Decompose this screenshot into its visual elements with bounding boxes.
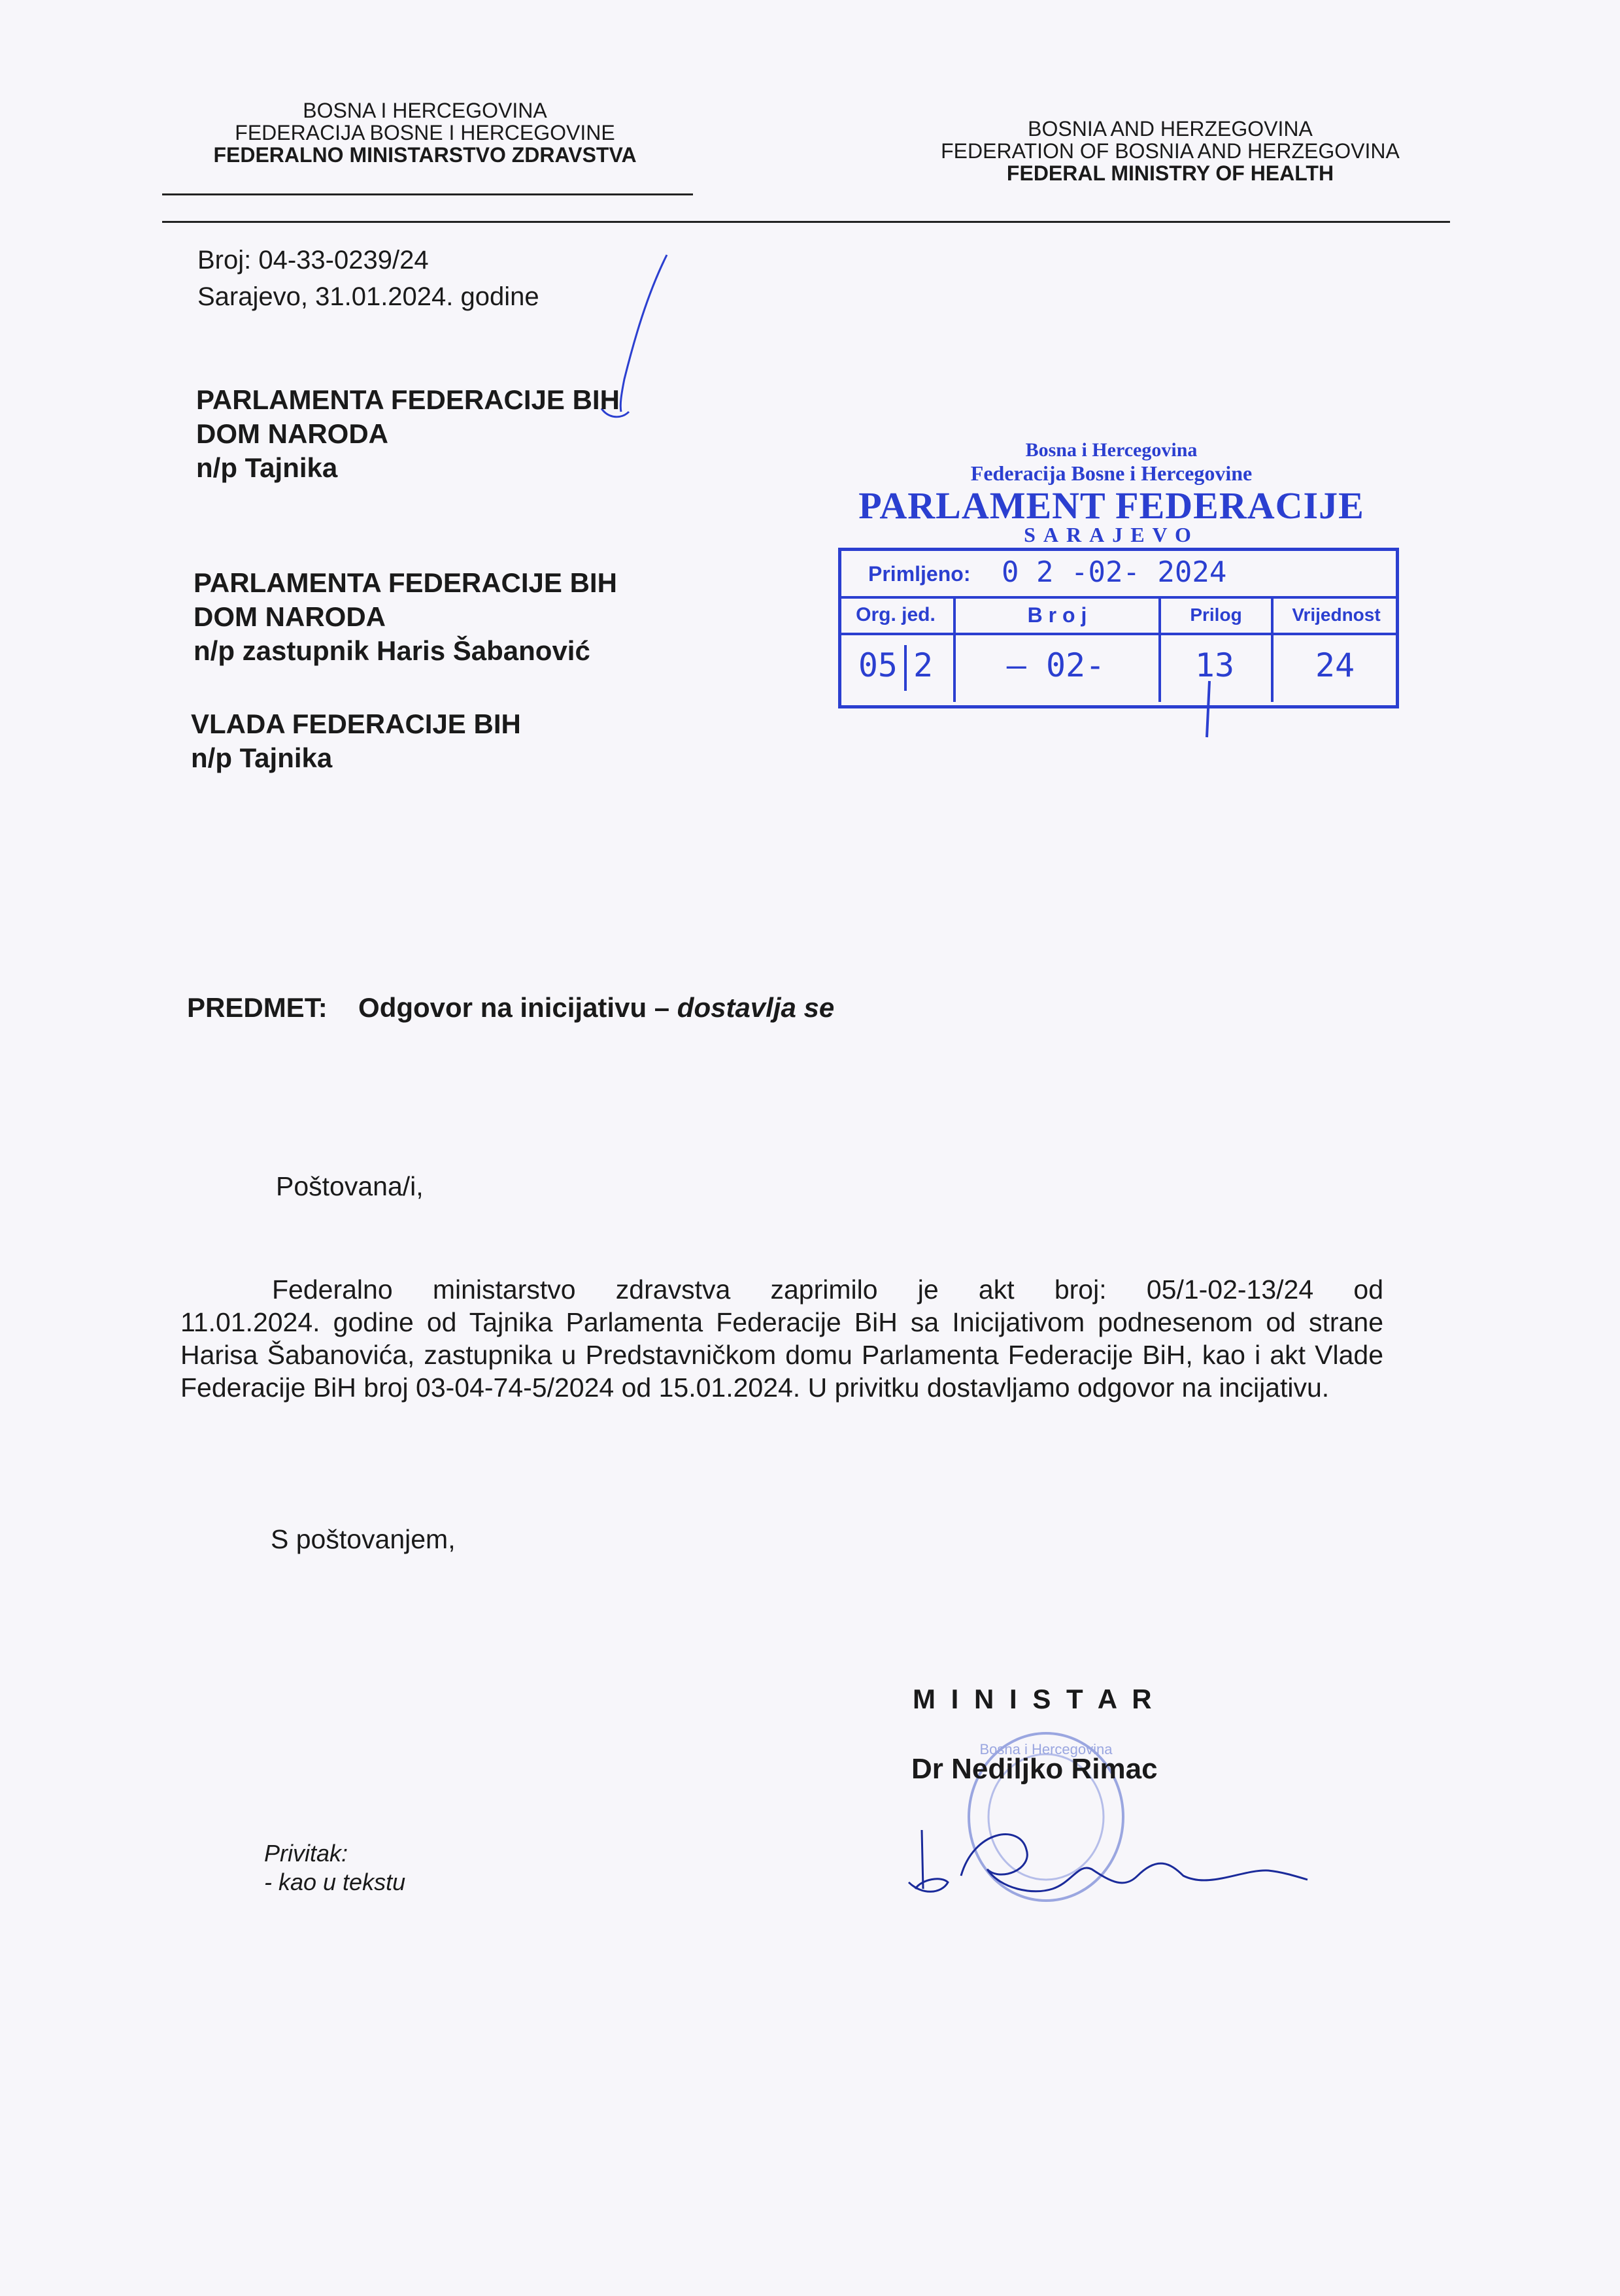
document-date: Sarajevo, 31.01.2024. godine <box>197 282 539 311</box>
recipient-3-line1: VLADA FEDERACIJE BIH <box>191 708 521 739</box>
signature-title: M I N I S T A R <box>913 1684 1156 1714</box>
attachment-label: Privitak: <box>264 1840 348 1867</box>
recipient-2 <box>194 566 617 668</box>
stamp-line4: SARAJEVO <box>1024 523 1199 546</box>
header-rule <box>162 221 1450 223</box>
stamp-col-org-label: Org. jed. <box>856 604 936 625</box>
stamp-received-label: Primljeno: <box>868 562 971 586</box>
recipient-1-line1: PARLAMENTA FEDERACIJE BIH <box>196 384 620 415</box>
stamp-line2: Federacija Bosne i Hercegovine <box>970 461 1253 485</box>
recipient-2-line2: DOM NARODA <box>194 601 386 632</box>
stamp-line3: PARLAMENT FEDERACIJE <box>858 484 1364 527</box>
header-right <box>896 118 1445 184</box>
stamp-col-broj <box>953 599 1161 635</box>
attachment <box>264 1839 405 1897</box>
stamp-val-org-b: 2 <box>913 646 934 684</box>
subject-line <box>187 992 834 1023</box>
stamp-received-date: 0 2 -02- 2024 <box>1002 556 1227 589</box>
document-meta <box>197 242 539 315</box>
recipient-3-line2: n/p Tajnika <box>191 742 333 773</box>
recipient-2-line3: n/p zastupnik Haris Šabanović <box>194 635 590 666</box>
subject-text: Odgovor na inicijativu – <box>358 992 670 1023</box>
svg-text:Bosna i Hercegovina: Bosna i Hercegovina <box>979 1741 1113 1757</box>
body-paragraph <box>180 1273 1383 1404</box>
received-stamp <box>830 439 1406 714</box>
header-right-line1: BOSNIA AND HERZEGOVINA <box>1028 117 1313 141</box>
header-left-line1: BOSNA I HERCEGOVINA <box>303 99 547 122</box>
signatory-name: Dr Nediljko Rimac <box>911 1753 1158 1785</box>
stamp-val-org <box>838 633 956 702</box>
recipient-3 <box>191 707 521 775</box>
recipient-2-line1: PARLAMENTA FEDERACIJE BIH <box>194 567 617 598</box>
stamp-pen-stroke-icon <box>1203 680 1216 739</box>
header-right-line2: FEDERATION OF BOSNIA AND HERZEGOVINA <box>941 139 1400 163</box>
stamp-col-org <box>838 599 956 635</box>
recipient-1 <box>196 383 620 485</box>
stamp-line1: Bosna i Hercegovina <box>1025 439 1198 461</box>
salutation: Poštovana/i, <box>276 1171 424 1201</box>
stamp-col-vrijednost-label: Vrijednost <box>1292 605 1381 625</box>
stamp-val-vrijednost <box>1271 633 1399 702</box>
recipient-1-line2: DOM NARODA <box>196 418 388 449</box>
header-right-line3: FEDERAL MINISTRY OF HEALTH <box>1006 161 1334 185</box>
document-number: Broj: 04-33-0239/24 <box>197 246 429 275</box>
stamp-val-prilog <box>1158 633 1274 702</box>
header-left <box>163 99 686 166</box>
stamp-col-vrijednost <box>1271 599 1399 635</box>
handwritten-signature-icon <box>902 1817 1321 1908</box>
header-left-line3: FEDERALNO MINISTARSTVO ZDRAVSTVA <box>213 143 637 167</box>
attachment-item: - kao u tekstu <box>264 1869 406 1895</box>
recipient-1-line3: n/p Tajnika <box>196 452 338 483</box>
stamp-val-prilog-text: 13 <box>1194 646 1235 684</box>
subject-text-italic: dostavlja se <box>677 992 835 1023</box>
stamp-col-prilog-label: Prilog <box>1190 605 1242 625</box>
stamp-col-broj-label: B r o j <box>1027 603 1087 627</box>
stamp-received-row <box>838 548 1399 599</box>
body-first-line: Federalno ministarstvo zdravstva zaprimilo je akt broj: 05/1-02-13/24 od <box>272 1274 1383 1305</box>
stamp-col-prilog <box>1158 599 1274 635</box>
header-left-line2: FEDERACIJA BOSNE I HERCEGOVINE <box>235 121 615 144</box>
stamp-val-broj-text: – 02- <box>1006 646 1105 684</box>
subject-label: PREDMET: <box>187 992 328 1023</box>
stamp-val-vrijednost-text: 24 <box>1315 646 1355 684</box>
header-left-rule <box>162 193 693 195</box>
stamp-val-org-a: 05 <box>858 646 898 684</box>
closing: S poštovanjem, <box>271 1524 456 1554</box>
body-rest: 11.01.2024. godine od Tajnika Parlamenta Federacije BiH sa Inicijativom podnesenom od strane Harisa Šabanovića, zastupnika u Predstavničkom domu Parlamenta Federacije BiH, kao i akt Vlade Federacije BiH broj 03-04-74-5/2024 od 15.01.2024. U privitku dostavljamo odgovor na incijativu. <box>180 1307 1383 1403</box>
stamp-val-broj <box>953 633 1161 702</box>
